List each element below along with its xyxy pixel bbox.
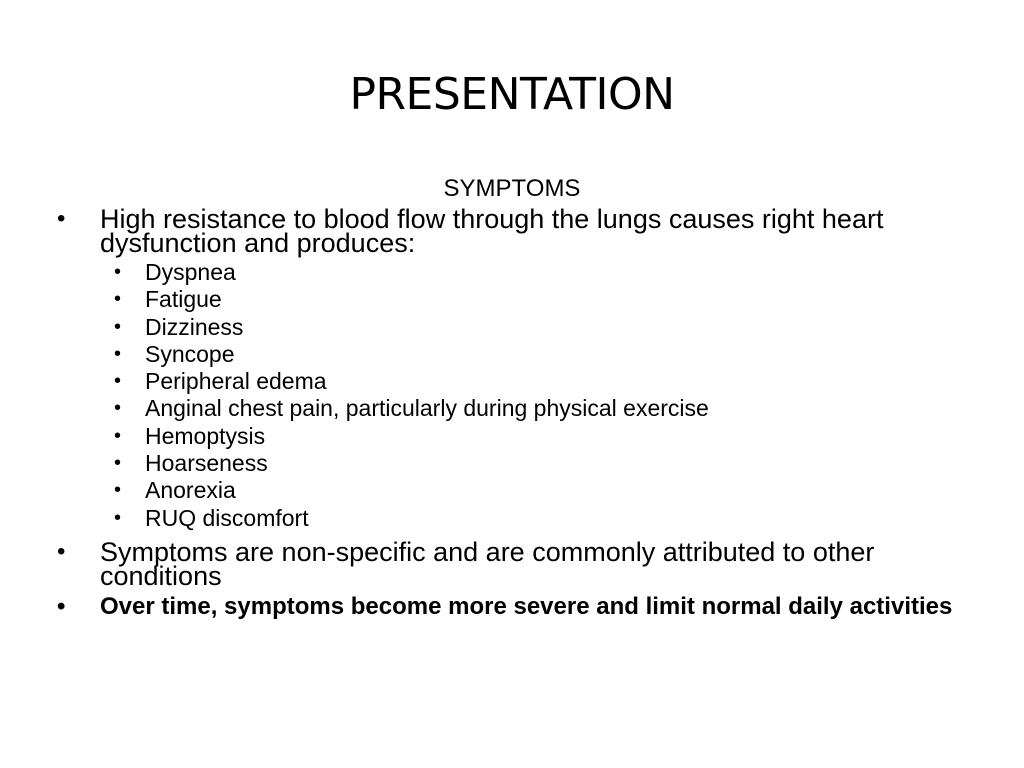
bullet-icon: • xyxy=(114,342,122,365)
sub-bullet-item xyxy=(100,505,965,532)
sub-bullet-text: Anorexia xyxy=(145,477,236,504)
sub-bullet-item xyxy=(100,450,965,477)
bullet-icon: • xyxy=(114,397,122,420)
sub-bullet-item xyxy=(100,368,965,395)
sub-bullet-list xyxy=(100,259,965,532)
slide-title: PRESENTATION xyxy=(349,69,675,120)
sub-bullet-item xyxy=(100,395,965,422)
sub-bullet-item xyxy=(100,259,965,286)
sub-bullet-text: Hemoptysis xyxy=(145,422,266,449)
sub-bullet-item xyxy=(100,341,965,368)
bullet-icon: • xyxy=(114,315,122,338)
bullet-icon: • xyxy=(57,537,66,565)
bullet-text: Over time, symptoms become more severe and limit normal daily activities xyxy=(100,592,953,620)
bullet-text: Symptoms are non-specific and are commonly attributed to other conditions xyxy=(100,536,875,591)
bullet-item xyxy=(55,204,965,532)
sub-bullet-item xyxy=(100,286,965,313)
bullet-text: High resistance to blood flow through the lungs causes right heart dysfunction and produces: xyxy=(100,204,884,258)
bullet-icon: • xyxy=(57,592,66,620)
sub-bullet-text: Fatigue xyxy=(145,286,222,313)
sub-bullet-item xyxy=(100,314,965,341)
bullet-item xyxy=(55,592,965,620)
bullet-list xyxy=(55,204,965,620)
bullet-icon: • xyxy=(114,261,122,283)
sub-bullet-text: Syncope xyxy=(145,340,235,367)
sub-bullet-text: Dizziness xyxy=(145,313,244,340)
sub-bullet-item xyxy=(100,423,965,450)
sub-bullet-text: Hoarseness xyxy=(145,450,268,477)
slide-subtitle: SYMPTOMS xyxy=(443,175,581,202)
bullet-icon: • xyxy=(114,370,122,393)
bullet-item xyxy=(55,536,965,591)
bullet-icon: • xyxy=(114,424,122,447)
sub-bullet-text: Anginal chest pain, particularly during physical exercise xyxy=(145,395,709,422)
slide-body xyxy=(55,204,965,620)
bullet-icon: • xyxy=(114,506,122,529)
sub-bullet-item xyxy=(100,477,965,504)
bullet-icon: • xyxy=(114,288,122,311)
sub-bullet-text: Peripheral edema xyxy=(145,368,327,395)
sub-bullet-text: Dyspnea xyxy=(145,259,236,285)
bullet-icon: • xyxy=(57,205,66,232)
bullet-icon: • xyxy=(114,452,122,475)
bullet-icon: • xyxy=(114,479,122,502)
sub-bullet-text: RUQ discomfort xyxy=(145,504,309,531)
